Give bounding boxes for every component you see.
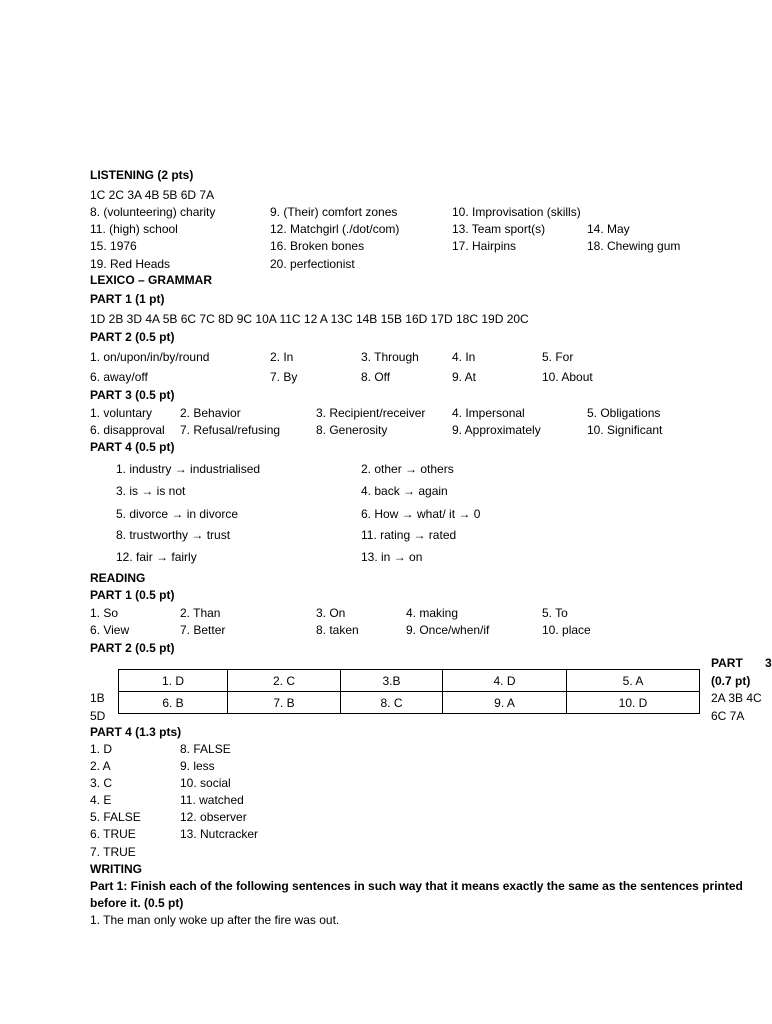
table-cell: 9. A	[443, 692, 567, 714]
listening-item: 9. (Their) comfort zones	[270, 205, 398, 219]
reading-part4-item: 1. D	[90, 742, 113, 756]
reading-part3-side-answers: 2A 3B 4C	[711, 691, 762, 705]
reading-part4-item: 12. observer	[180, 810, 247, 824]
reading-part4-item: 8. FALSE	[180, 742, 231, 756]
reading-part3-side-points: (0.7 pt)	[711, 674, 751, 688]
reading-part2-table	[118, 669, 700, 714]
reading-part1-item: 3. On	[316, 606, 346, 620]
reading-part1-item: 7. Better	[180, 623, 226, 637]
lexico-part4-item: 13. in → on	[361, 550, 423, 564]
reading-part3-side-label: PART	[711, 656, 743, 670]
lexico-part4-item: 12. fair → fairly	[116, 550, 197, 564]
reading-part4-item: 5. FALSE	[90, 810, 141, 824]
lexico-part4-item: 2. other → others	[361, 462, 454, 476]
writing-heading: WRITING	[90, 862, 142, 876]
reading-part1-item: 6. View	[90, 623, 130, 637]
lexico-part4-item: 5. divorce → in divorce	[116, 507, 239, 521]
listening-item: 14. May	[587, 222, 630, 236]
reading-part1-item: 5. To	[542, 606, 568, 620]
lexico-part2-heading: PART 2 (0.5 pt)	[90, 330, 175, 344]
lexico-part4-heading: PART 4 (0.5 pt)	[90, 440, 175, 454]
table-cell: 5. A	[567, 670, 700, 692]
listening-item: 15. 1976	[90, 239, 137, 253]
lexico-part3-item: 2. Behavior	[180, 406, 241, 420]
lexico-part3-item: 8. Generosity	[316, 423, 388, 437]
lexico-part2-item: 9. At	[452, 370, 477, 384]
reading-part4-item: 13. Nutcracker	[180, 827, 259, 841]
reading-part1-item: 1. So	[90, 606, 119, 620]
lexico-part3-item: 7. Refusal/refusing	[180, 423, 281, 437]
lexico-part3-heading: PART 3 (0.5 pt)	[90, 388, 175, 402]
reading-margin-answer: 1B	[90, 691, 105, 705]
table-cell: 6. B	[119, 692, 228, 714]
reading-margin-answer: 5D	[90, 709, 106, 723]
lexico-part3-item: 9. Approximately	[452, 423, 541, 437]
listening-item: 19. Red Heads	[90, 257, 171, 271]
table-cell: 8. C	[341, 692, 443, 714]
writing-part1-instruction: Part 1: Finish each of the following sentences in such way that it means exactly the same as the sentences printed	[90, 879, 743, 893]
reading-part4-heading: PART 4 (1.3 pts)	[90, 725, 182, 739]
reading-part1-heading: PART 1 (0.5 pt)	[90, 588, 175, 602]
reading-part1-item: 4. making	[406, 606, 459, 620]
lexico-part4-item: 11. rating → rated	[361, 528, 457, 542]
listening-item: 10. Improvisation (skills)	[452, 205, 581, 219]
lexico-part2-item: 10. About	[542, 370, 593, 384]
lexico-part2-item: 2. In	[270, 350, 294, 364]
writing-part1-instruction-cont: before it. (0.5 pt)	[90, 896, 184, 910]
lexico-heading: LEXICO – GRAMMAR	[90, 273, 213, 287]
lexico-part2-item: 4. In	[452, 350, 476, 364]
lexico-part2-item: 8. Off	[361, 370, 391, 384]
lexico-part3-item: 10. Significant	[587, 423, 663, 437]
reading-part3-side-answers: 6C 7A	[711, 709, 745, 723]
table-row	[119, 670, 700, 692]
table-cell: 1. D	[119, 670, 228, 692]
lexico-part3-item: 1. voluntary	[90, 406, 153, 420]
lexico-part3-item: 4. Impersonal	[452, 406, 525, 420]
reading-heading: READING	[90, 571, 146, 585]
table-cell: 7. B	[228, 692, 341, 714]
reading-part1-item: 2. Than	[180, 606, 221, 620]
reading-part4-item: 7. TRUE	[90, 845, 136, 859]
listening-item: 18. Chewing gum	[587, 239, 681, 253]
reading-part1-item: 10. place	[542, 623, 591, 637]
reading-part4-item: 10. social	[180, 776, 231, 790]
listening-item: 17. Hairpins	[452, 239, 517, 253]
lexico-part3-item: 3. Recipient/receiver	[316, 406, 426, 420]
table-cell: 10. D	[567, 692, 700, 714]
reading-part1-item: 8. taken	[316, 623, 359, 637]
reading-part2-heading: PART 2 (0.5 pt)	[90, 641, 175, 655]
lexico-part2-item: 1. on/upon/in/by/round	[90, 350, 210, 364]
lexico-part4-item: 1. industry → industrialised	[116, 462, 261, 476]
reading-part3-side-number: 3	[765, 656, 772, 670]
listening-item: 20. perfectionist	[270, 257, 355, 271]
lexico-part1-heading: PART 1 (1 pt)	[90, 292, 165, 306]
table-cell: 3.B	[341, 670, 443, 692]
listening-item: 16. Broken bones	[270, 239, 365, 253]
reading-part4-item: 4. E	[90, 793, 112, 807]
lexico-part4-item: 8. trustworthy → trust	[116, 528, 231, 542]
reading-part4-item: 9. less	[180, 759, 215, 773]
table-row	[119, 692, 700, 714]
lexico-part4-item: 6. How → what/ it → 0	[361, 507, 481, 521]
lexico-part2-item: 7. By	[270, 370, 298, 384]
listening-mc-answers: 1C 2C 3A 4B 5B 6D 7A	[90, 188, 215, 202]
lexico-part4-item: 3. is → is not	[116, 484, 186, 498]
reading-part4-item: 11. watched	[180, 793, 244, 807]
table-cell: 2. C	[228, 670, 341, 692]
listening-item: 12. Matchgirl (./dot/com)	[270, 222, 400, 236]
reading-part4-item: 2. A	[90, 759, 111, 773]
lexico-part2-item: 6. away/off	[90, 370, 148, 384]
listening-item: 8. (volunteering) charity	[90, 205, 216, 219]
writing-sentence: 1. The man only woke up after the fire was out.	[90, 913, 340, 927]
lexico-part1-answers: 1D 2B 3D 4A 5B 6C 7C 8D 9C 10A 11C 12 A 13C 14B 15B 16D 17D 18C 19D 20C	[90, 312, 529, 326]
lexico-part3-item: 6. disapproval	[90, 423, 165, 437]
lexico-part2-item: 3. Through	[361, 350, 419, 364]
listening-heading: LISTENING (2 pts)	[90, 168, 194, 182]
listening-item: 13. Team sport(s)	[452, 222, 546, 236]
lexico-part2-item: 5. For	[542, 350, 574, 364]
reading-part4-item: 3. C	[90, 776, 113, 790]
lexico-part4-item: 4. back → again	[361, 484, 448, 498]
lexico-part3-item: 5. Obligations	[587, 406, 661, 420]
listening-item: 11. (high) school	[90, 222, 178, 236]
reading-part1-item: 9. Once/when/if	[406, 623, 490, 637]
reading-part4-item: 6. TRUE	[90, 827, 136, 841]
table-cell: 4. D	[443, 670, 567, 692]
